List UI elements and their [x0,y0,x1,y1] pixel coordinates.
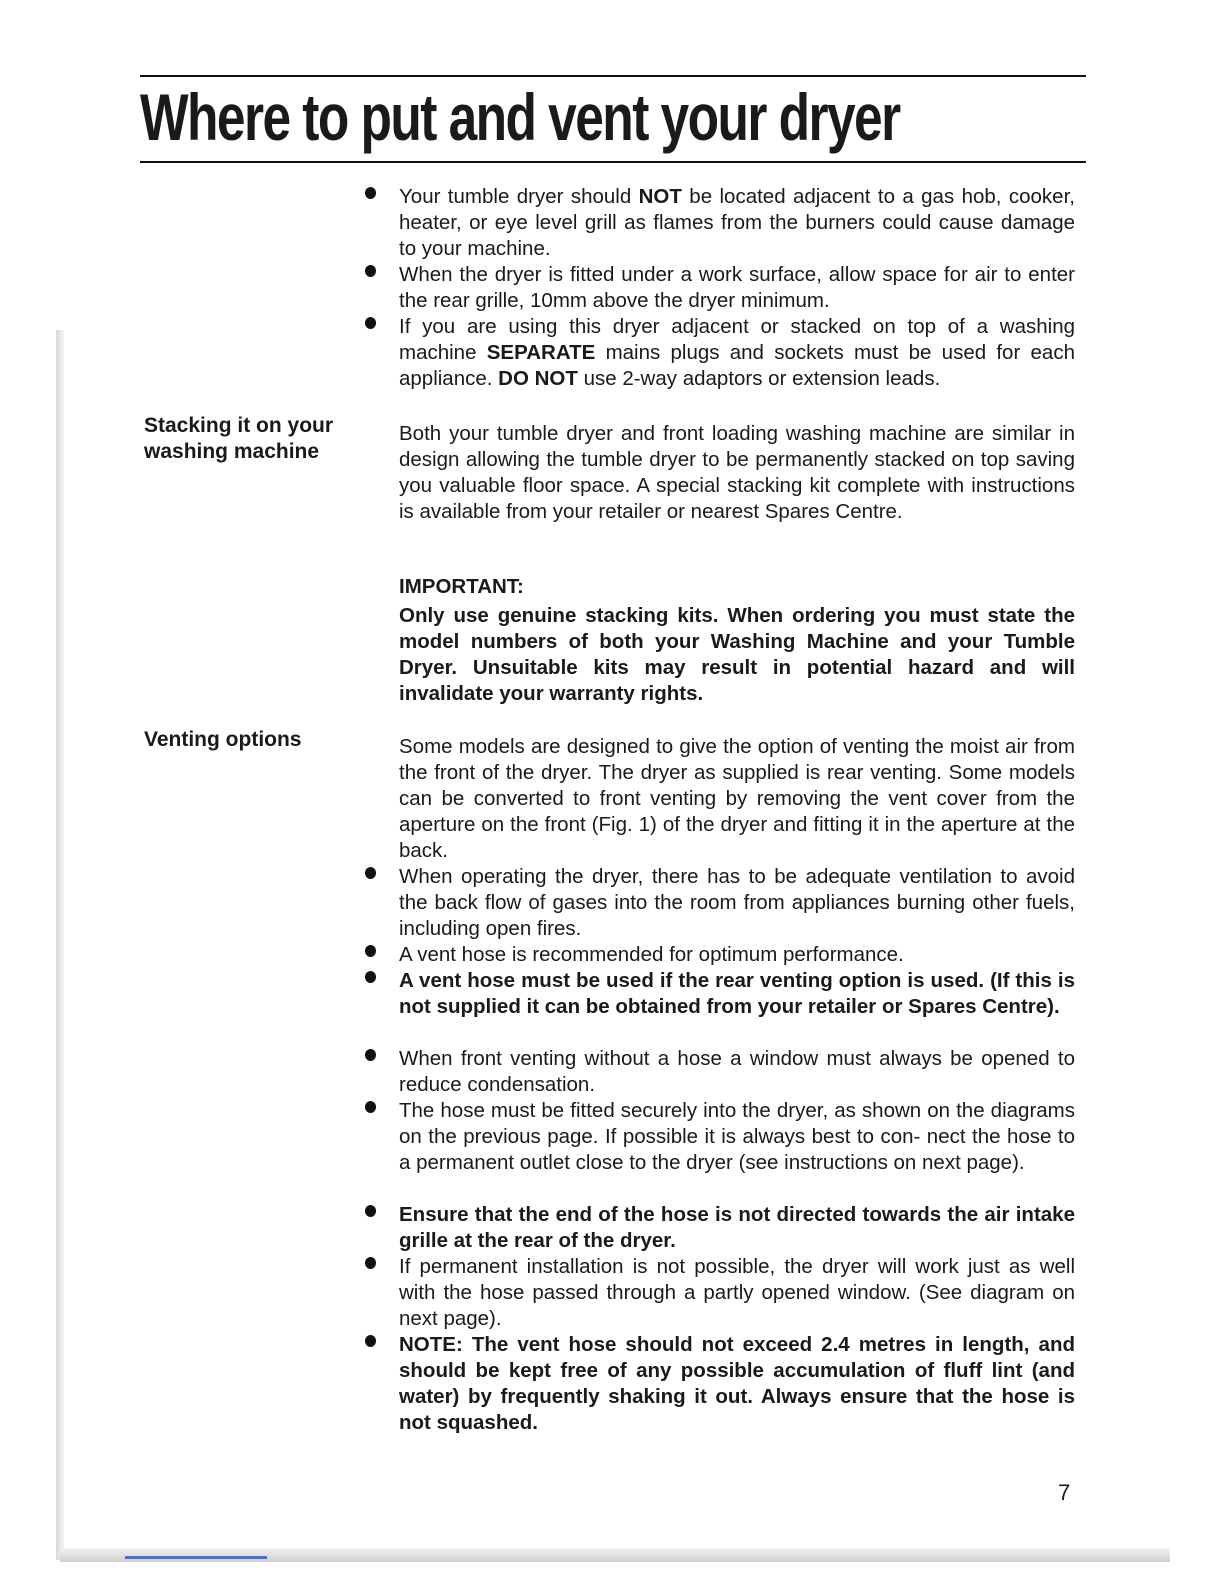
venting-bullet-rear-venting: A vent hose must be used if the rear venting option is used. (If this is not supplied it can be obtained from your retailer or Spares Centre). [399,969,1075,1018]
venting-bullet-window-installation: If permanent installation is not possible, the dryer will work just as well with the hose passed through a partly opened window. (See diagram on next page). [399,1255,1075,1330]
bullet-icon [365,1335,376,1347]
important-label: IMPORTANT: [399,575,524,598]
title-top-rule [140,75,1086,77]
emphasis-not: NOT [638,185,682,208]
intro-bullet-gas-hob [399,184,1075,262]
text-span: If you are using this dryer adjacent or stacked on top of a washing machine [399,315,1075,364]
page-spine-shadow [56,330,64,1560]
bullet-icon [365,971,376,983]
venting-bullet-vent-hose-recommended: A vent hose is recommended for optimum performance. [399,943,904,966]
venting-bullet-ventilation: When operating the dryer, there has to be adequate ventilation to avoid the back flow of gases into the room from appliances burning other fuels, including open fires. [399,865,1075,940]
sidebar-heading-stacking: Stacking it on your washing machine [144,414,334,463]
emphasis-separate: SEPARATE [486,341,596,364]
bullet-icon [365,317,376,329]
stacking-paragraph: Both your tumble dryer and front loading washing machine are similar in design allowing the tumble dryer to be permanently stacked on top saving you valuable floor space. A special stacking kit complete with instructions is available from your retailer or nearest Spares Centre. [399,422,1075,523]
page-bottom-edge [60,1548,1170,1562]
sidebar-heading-venting: Venting options [144,728,302,751]
venting-bullet-hose-length-note: NOTE: The vent hose should not exceed 2.4 metres in length, and should be kept free of any possible accumulation of fluff lint (and water) by frequently shaking it out. Always ensure that the hose is not squashed. [399,1333,1075,1434]
bullet-icon [365,1101,376,1113]
text-span: mains plugs and sockets must be used for each appliance. [399,341,1075,390]
text-span: be located adjacent to a gas hob, cooker, heater, or eye level grill as flames from the burners could cause damage to your machine. [399,185,1075,260]
venting-bullet-air-intake: Ensure that the end of the hose is not directed towards the air intake grille at the rear of the dryer. [399,1203,1075,1252]
page-title: Where to put and vent your dryer [140,80,900,154]
bullet-icon [365,265,376,277]
bullet-icon [365,867,376,879]
emphasis-do-not: DO NOT [498,367,578,390]
intro-bullet-separate-plugs [399,314,1075,392]
bullet-icon [365,1205,376,1217]
text-span: Your tumble dryer should [399,185,639,208]
bullet-icon [365,1049,376,1061]
page-bottom-mark [125,1556,267,1559]
venting-bullet-front-venting-window: When front venting without a hose a window must always be opened to reduce condensation. [399,1047,1075,1096]
bullet-icon [365,187,376,199]
bullet-icon [365,945,376,957]
bullet-icon [365,1257,376,1269]
venting-intro-paragraph: Some models are designed to give the option of venting the moist air from the front of the dryer. The dryer as supplied is rear venting. Some models can be converted to front venting by removing the vent cover from the aperture on the front (Fig. 1) of the dryer and fitting it in the aperture at the back. [399,735,1075,862]
title-bottom-rule [140,161,1086,163]
page-number: 7 [1058,1480,1071,1505]
intro-bullet-work-surface: When the dryer is fitted under a work surface, allow space for air to enter the rear grille, 10mm above the dryer minimum. [399,263,1075,312]
venting-bullet-hose-fitting: The hose must be fitted securely into the dryer, as shown on the diagrams on the previous page. If possible it is always best to con- nect the hose to a permanent outlet close to the dryer (see instructions on next page). [399,1099,1075,1174]
important-paragraph: Only use genuine stacking kits. When ordering you must state the model numbers of both your Washing Machine and your Tumble Dryer. Unsuitable kits may result in potential hazard and will invalidate your warranty rights. [399,604,1075,705]
text-span: use 2-way adaptors or extension leads. [577,367,941,390]
